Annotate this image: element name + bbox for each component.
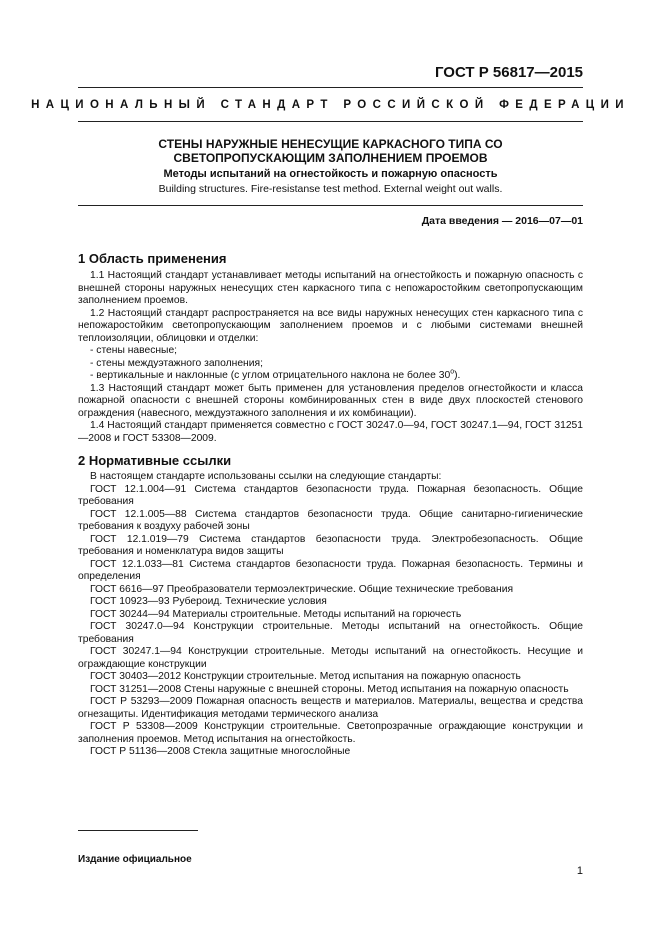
reference-item: ГОСТ 30247.1—94 Конструкции строительные. Методы испытаний на огнестойкость. Несущие и ограждающие конструкции bbox=[78, 646, 583, 670]
list-item-inclined-text: - вертикальные и наклонные (с углом отрицательного наклона не более 30 bbox=[90, 370, 451, 381]
national-standard-banner: НАЦИОНАЛЬНЫЙ СТАНДАРТ РОССИЙСКОЙ ФЕДЕРАЦИИ bbox=[31, 99, 630, 111]
reference-item: ГОСТ 12.1.004—91 Система стандартов безопасности труда. Пожарная безопасность. Общие требования bbox=[78, 483, 583, 507]
section-1-heading: 1 Область применения bbox=[78, 251, 227, 266]
english-title: Building structures. Fire-resistanse test method. External weight out walls. bbox=[158, 183, 503, 195]
document-title-line-1: СТЕНЫ НАРУЖНЫЕ НЕНЕСУЩИЕ КАРКАСНОГО ТИПА СО bbox=[158, 137, 503, 151]
reference-item: ГОСТ 30244—94 Материалы строительные. Методы испытаний на горючесть bbox=[90, 608, 462, 620]
reference-item: ГОСТ 12.1.019—79 Система стандартов безопасности труда. Электробезопасность. Общие требования и номенклатура видов защиты bbox=[78, 533, 583, 557]
standard-code: ГОСТ Р 56817—2015 bbox=[434, 64, 583, 81]
reference-item: ГОСТ 10923—93 Рубероид. Технические условия bbox=[90, 596, 327, 607]
top-rule bbox=[78, 87, 583, 88]
list-item-infill-walls: - стены междуэтажного заполнения; bbox=[90, 357, 263, 369]
reference-item: ГОСТ Р 53293—2009 Пожарная опасность веществ и материалов. Материалы, вещества и средства огнезащиты. Идентификация методами термического анализа bbox=[78, 696, 583, 720]
reference-item: ГОСТ 12.1.005—88 Система стандартов безопасности труда. Общие санитарно-гигиенические требования к воздуху рабочей зоны bbox=[78, 508, 583, 532]
banner-rule bbox=[78, 121, 583, 122]
page-number: 1 bbox=[576, 865, 583, 877]
paragraph-1-3: 1.3 Настоящий стандарт может быть применен для установления пределов огнестойкости и класса пожарной опасности с внешней стороны комбинированных стен в виде двух плоскостей стенового ограждения (навесного, междуэтажного заполнения и их комбинации). bbox=[78, 382, 583, 419]
introduction-date: Дата введения — 2016—07—01 bbox=[421, 215, 583, 227]
reference-item: ГОСТ Р 51136—2008 Стекла защитные многослойные bbox=[90, 746, 351, 757]
references-intro: В настоящем стандарте использованы ссылки на следующие стандарты: bbox=[90, 471, 442, 482]
list-item-inclined-walls bbox=[78, 370, 583, 383]
reference-item: ГОСТ 12.1.033—81 Система стандартов безопасности труда. Пожарная безопасность. Термины и определения bbox=[78, 558, 583, 582]
title-rule bbox=[78, 205, 583, 206]
section-1-body bbox=[78, 270, 583, 445]
document-subtitle: Методы испытаний на огнестойкость и пожарную опасность bbox=[163, 168, 498, 180]
official-edition-label: Издание официальное bbox=[78, 854, 192, 865]
section-2-body bbox=[78, 471, 583, 759]
reference-item: ГОСТ 30247.0—94 Конструкции строительные. Методы испытаний на огнестойкость. Общие требования bbox=[78, 621, 583, 645]
section-2-heading: 2 Нормативные ссылки bbox=[78, 453, 232, 468]
paragraph-1-2: 1.2 Настоящий стандарт распространяется на все виды наружных ненесущих стен каркасного типа с непожаростойким светопропускающим заполнением проемов и с любыми системами внешней теплоизоляции, облицовки и отделки: bbox=[78, 307, 583, 344]
document-title-line-2: СВЕТОПРОПУСКАЮЩИМ ЗАПОЛНЕНИЕМ ПРОЕМОВ bbox=[173, 151, 488, 165]
list-item-inclined-tail: ). bbox=[454, 370, 461, 381]
list-item-curtain-walls: - стены навесные; bbox=[90, 345, 178, 356]
paragraph-1-1: 1.1 Настоящий стандарт устанавливает методы испытаний на огнестойкость и пожарную опасность с внешней стороны наружных ненесущих стен каркасного типа с непожаростойким светопропускающим заполнением проемов. bbox=[78, 270, 583, 306]
reference-item: ГОСТ 6616—97 Преобразователи термоэлектрические. Общие технические требования bbox=[90, 583, 514, 595]
degree-mark: o bbox=[450, 368, 455, 376]
reference-item: ГОСТ 31251—2008 Стены наружные с внешней стороны. Метод испытания на пожарную опасность bbox=[90, 683, 569, 695]
reference-item: ГОСТ Р 53308—2009 Конструкции строительные. Светопрозрачные ограждающие конструкции и заполнения проемов. Метод испытания на огнестойкость. bbox=[78, 721, 583, 745]
paragraph-1-4: 1.4 Настоящий стандарт применяется совместно с ГОСТ 30247.0—94, ГОСТ 30247.1—94, ГОСТ 31251—2008 и ГОСТ 53308—2009. bbox=[78, 420, 583, 444]
footer-rule bbox=[78, 830, 198, 831]
reference-item: ГОСТ 30403—2012 Конструкции строительные. Метод испытания на пожарную опасность bbox=[90, 671, 521, 682]
